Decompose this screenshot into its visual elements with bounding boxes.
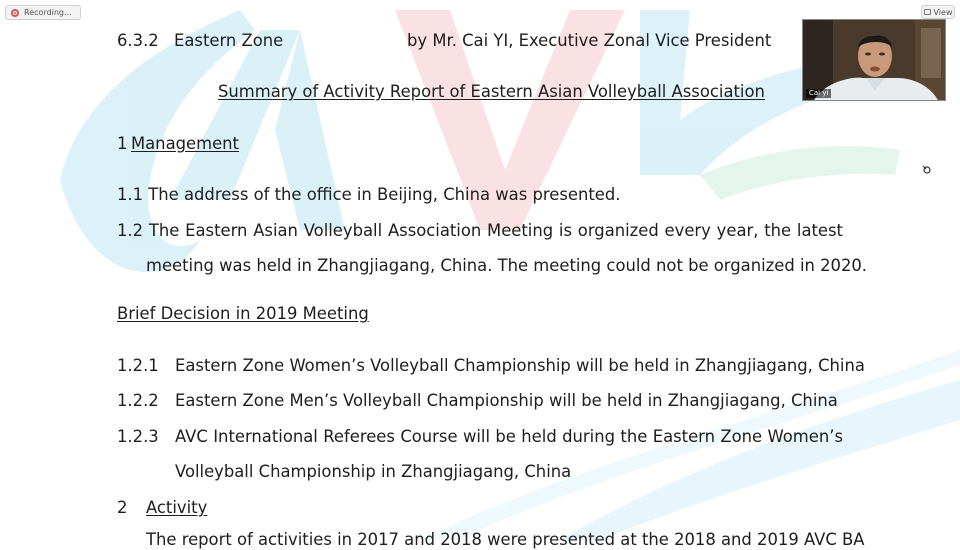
item-1-1: 1.1 The address of the office in Beijing, China was presented.	[117, 185, 621, 204]
view-icon	[924, 9, 931, 15]
item-1-2-line1: 1.2 The Eastern Asian Volleyball Association Meeting is organized every year, the latest	[117, 221, 843, 240]
decision-text: Eastern Zone Men’s Volleyball Championship will be held in Zhangjiagang, China	[175, 391, 838, 410]
participant-name: Cai yi	[806, 89, 831, 98]
management-number: 1	[117, 134, 128, 153]
decision-number: 1.2.2	[117, 391, 159, 410]
decision-number: 1.2.3	[117, 427, 159, 446]
decision-number: 1.2.1	[117, 356, 159, 375]
view-label: View	[933, 7, 953, 17]
author-line: by Mr. Cai YI, Executive Zonal Vice President	[407, 31, 772, 50]
decision-text: AVC International Referees Course will be held during the Eastern Zone Women’s	[175, 427, 843, 446]
item-1-2-line2: meeting was held in Zhangjiagang, China. The meeting could not be organized in 2020.	[146, 256, 868, 275]
decision-text: Eastern Zone Women’s Volleyball Championship will be held in Zhangjiagang, China	[175, 356, 865, 375]
record-icon	[11, 9, 19, 17]
view-button[interactable]	[921, 5, 955, 19]
activity-heading: Activity	[146, 498, 208, 517]
recording-indicator[interactable]	[5, 5, 81, 20]
summary-title: Summary of Activity Report of Eastern Asian Volleyball Association	[218, 82, 765, 101]
busy-cursor-icon	[921, 164, 933, 176]
recording-label: Recording...	[24, 8, 72, 17]
management-heading: Management	[131, 134, 239, 153]
activity-number: 2	[117, 498, 128, 517]
participant-video-tile[interactable]	[802, 19, 946, 101]
decision-text-continued: Volleyball Championship in Zhangjiagang, China	[175, 462, 572, 481]
section-title: Eastern Zone	[174, 31, 284, 50]
brief-decision-heading: Brief Decision in 2019 Meeting	[117, 304, 369, 323]
section-number: 6.3.2	[117, 31, 159, 50]
activity-paragraph-partial: The report of activities in 2017 and 2018 were presented at the 2018 and 2019 AVC BA	[146, 530, 865, 549]
